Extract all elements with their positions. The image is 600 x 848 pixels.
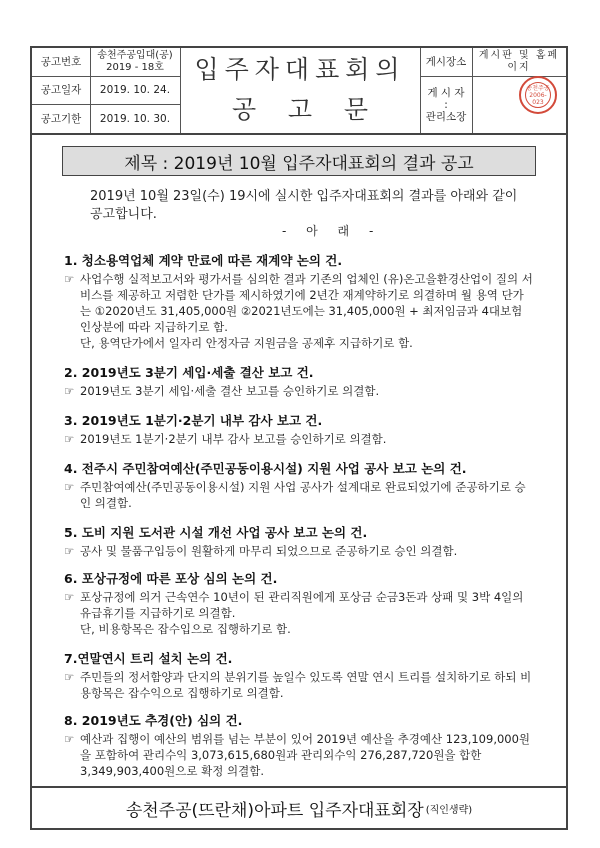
agenda-item-text: 2019년도 3분기 세입·세출 결산 보고를 승인하기로 의결함.	[80, 384, 380, 398]
doc-type-title: 공 고 문	[231, 95, 369, 124]
agenda-item-text: 포상규정에 의거 근속연수 10년이 된 관리직원에게 포상금 순금3돈과 상패 및 3박 4일의 유급휴기를 지급하기로 의결함.	[80, 590, 524, 620]
pointing-hand-icon: ☞	[64, 544, 75, 558]
intro-paragraph: 2019년 10월 23일(수) 19시에 실시한 입주자대표회의 결과를 아래와 같이 공고합니다.	[90, 189, 518, 222]
poster-label-line1: 게 시 자	[427, 86, 465, 99]
agenda-item-text: 공사 및 물품구입등이 원활하게 마무리 되었으므로 준공하기로 승인 의결함.	[80, 544, 458, 558]
agenda-item-heading: 5. 도비 지원 도서관 시설 개선 사업 공사 보고 논의 건.	[64, 525, 368, 540]
signature-footer	[32, 786, 566, 828]
agenda-item-body	[64, 479, 534, 511]
agenda-item-body	[64, 431, 534, 447]
org-title: 입주자대표회의	[194, 55, 406, 84]
pointing-hand-icon: ☞	[64, 432, 75, 446]
below-marker: - 아 래 -	[282, 224, 382, 238]
notice-no-value-line1: 송천주공입대(공)	[97, 50, 173, 61]
poster-label	[420, 76, 472, 133]
pointing-hand-icon: ☞	[64, 732, 75, 746]
posting-place-value: 게시판 및 홈페이지	[478, 50, 560, 73]
agenda-item-5	[64, 524, 534, 559]
agenda-item-heading: 2. 2019년도 3분기 세입·세출 결산 보고 건.	[64, 365, 314, 380]
agenda-item-body	[64, 271, 534, 351]
signature-text: 송천주공(뜨란채)아파트 입주자대표회장	[125, 800, 424, 821]
agenda-item-3	[64, 412, 534, 447]
official-seal-stamp	[519, 76, 557, 114]
agenda-item-8	[64, 712, 534, 779]
agenda-item-text: 단, 비용항목은 잡수입으로 집행하기로 함.	[80, 622, 291, 636]
agenda-item-6	[64, 570, 534, 637]
posting-place-label: 게시장소	[425, 56, 467, 68]
notice-title: 제목 : 2019년 10월 입주자대표회의 결과 공고	[62, 146, 536, 176]
agenda-item-body	[64, 543, 534, 559]
agenda-item-heading: 3. 2019년도 1분기·2분기 내부 감사 보고 건.	[64, 413, 323, 428]
agenda-item-1	[64, 252, 534, 351]
notice-period-value: 2019. 10. 30.	[99, 112, 171, 125]
seal-omitted-note: (직인생략)	[425, 804, 473, 816]
agenda-item-body	[64, 669, 534, 701]
agenda-item-text: 예산과 집행이 예산의 범위를 넘는 부분이 있어 2019년 예산을 추경예산 123,109,000원을 포함하여 관리수익 3,073,615,680원과 관리외수익 276,287,720원을 합한 3,349,903,400원으로 확정 의결함.	[80, 732, 531, 778]
notice-no-label: 공고번호	[40, 56, 82, 68]
agenda-item-2	[64, 364, 534, 399]
agenda-item-heading: 1. 청소용역업체 계약 만료에 따른 재계약 논의 건.	[64, 253, 343, 268]
seal-text: 송천주공 2006-023	[526, 84, 550, 106]
notice-document	[30, 46, 568, 830]
poster-label-line3: 관리소장	[425, 110, 467, 123]
pointing-hand-icon: ☞	[64, 480, 75, 494]
pointing-hand-icon: ☞	[64, 272, 75, 286]
notice-date-label: 공고일자	[40, 84, 82, 96]
agenda-item-text: 2019년도 1분기·2분기 내부 감사 보고를 승인하기로 의결함.	[80, 432, 387, 446]
agenda-item-heading: 7.연말연시 트리 설치 논의 건.	[64, 651, 233, 666]
agenda-item-body	[64, 731, 534, 779]
agenda-item-heading: 8. 2019년도 추경(안) 심의 건.	[64, 713, 243, 728]
official-seal-inner	[525, 82, 551, 108]
agenda-item-heading: 4. 전주시 주민참여예산(주민공동이용시설) 지원 사업 공사 보고 논의 건.	[64, 461, 467, 476]
poster-label-line2: :	[444, 98, 448, 111]
notice-period-label: 공고기한	[40, 112, 82, 125]
agenda-item-body	[64, 383, 534, 399]
pointing-hand-icon: ☞	[64, 670, 75, 684]
agenda-item-text: 주민참여예산(주민공동이용시설) 지원 사업 공사가 설계대로 완료되었기에 준공하기로 승인 의결함.	[80, 480, 526, 510]
agenda-item-4	[64, 460, 534, 511]
agenda-item-text: 단, 용역단가에서 일자리 안정자금 지원금을 공제후 지급하기로 함.	[80, 336, 413, 350]
notice-date-value: 2019. 10. 24.	[99, 84, 171, 96]
pointing-hand-icon: ☞	[64, 590, 75, 604]
agenda-item-heading: 6. 포상규정에 따른 포상 심의 논의 건.	[64, 571, 278, 586]
notice-header-table	[32, 48, 566, 135]
agenda-item-text: 주민들의 정서함양과 단지의 분위기를 높일수 있도록 연말 연시 트리를 설치하기로 하되 비용항목은 잡수익으로 집행하기로 의결함.	[80, 670, 532, 700]
agenda-item-body	[64, 589, 534, 637]
notice-no-value-line2: 2019 - 18호	[106, 62, 164, 73]
notice-no-value	[90, 48, 180, 76]
agenda-item-7	[64, 650, 534, 701]
agenda-item-text: 사업수행 실적보고서와 평가서를 심의한 결과 기존의 업체인 (유)온고을환경산업이 질의 서비스를 제공하고 저렴한 단가를 제시하였기에 2년간 재계약하기로 의결하며 월 용역 단가는 ①2020년도 31,405,000원 ②2021년도에는 31,405,000원 + 최저임금과 4대보험 인상분에 따라 지급하기로 함.	[80, 272, 533, 334]
pointing-hand-icon: ☞	[64, 384, 75, 398]
